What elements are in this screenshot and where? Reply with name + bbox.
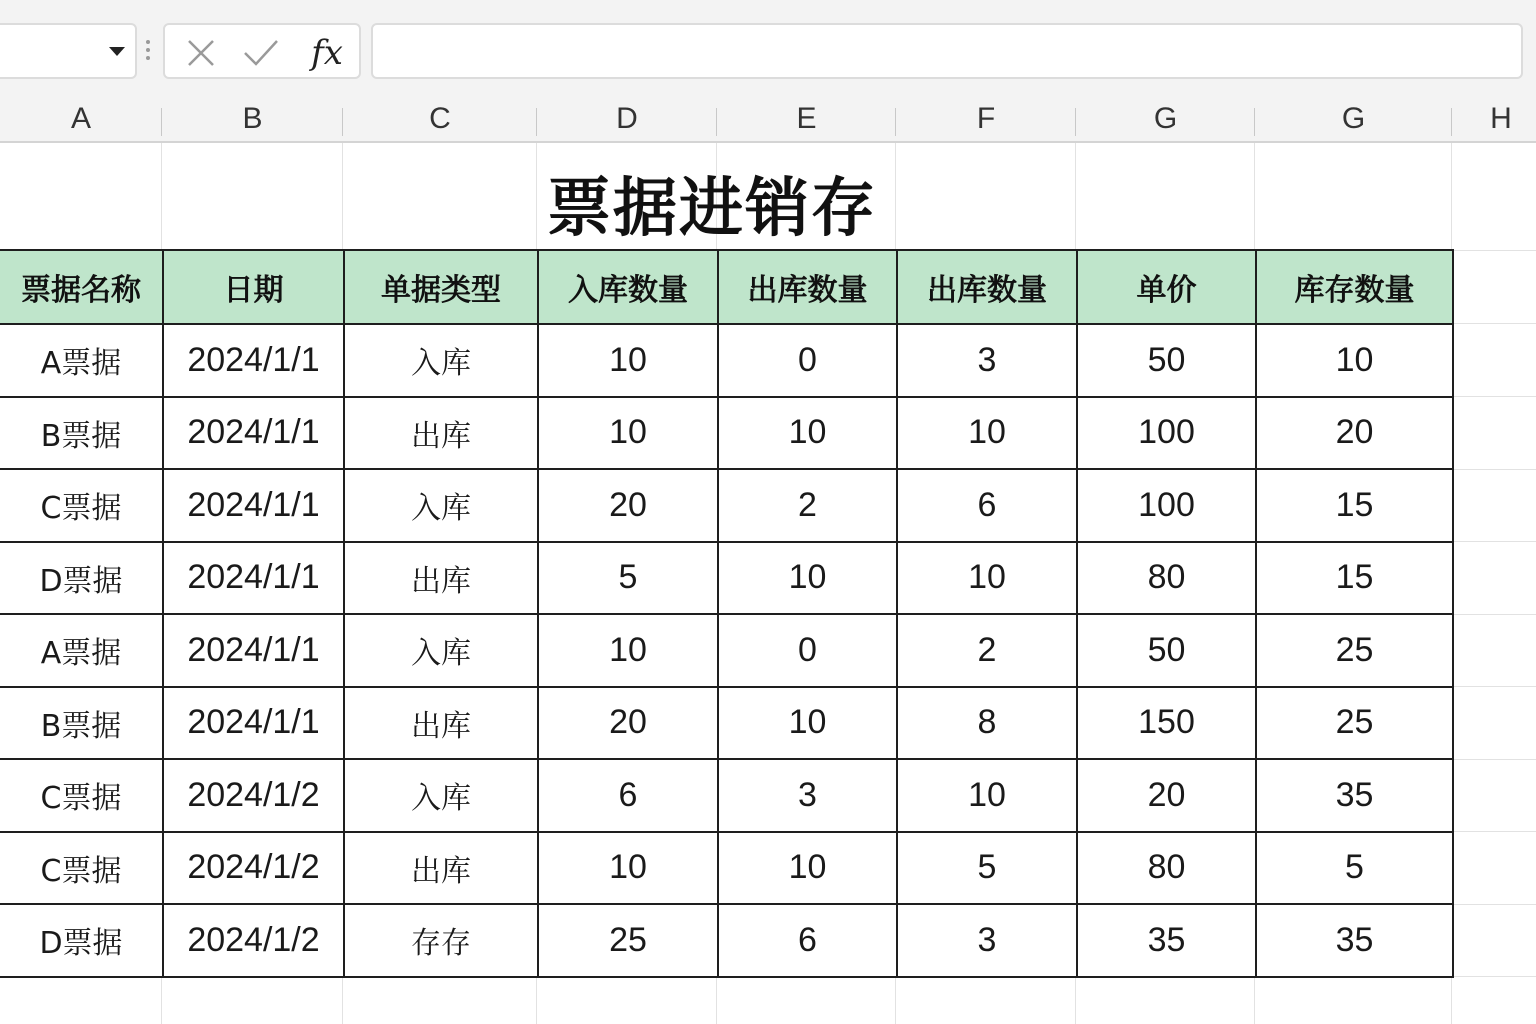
cell-date[interactable]: 2024/1/1 [163, 687, 344, 760]
cell-out-qty-2[interactable]: 6 [897, 469, 1077, 542]
cell-name[interactable]: A票据 [0, 324, 163, 397]
header-row [0, 250, 1453, 324]
cell-in-qty[interactable]: 25 [538, 904, 718, 977]
cell-price[interactable]: 20 [1077, 759, 1256, 832]
cell-type[interactable]: 入库 [344, 324, 538, 397]
column-header-c[interactable]: C [343, 96, 537, 141]
cell-type[interactable]: 出库 [344, 542, 538, 615]
cell-date[interactable]: 2024/1/1 [163, 397, 344, 470]
cell-name[interactable]: C票据 [0, 469, 163, 542]
table-body [0, 324, 1453, 977]
cell-name[interactable]: A票据 [0, 614, 163, 687]
cell-in-qty[interactable]: 10 [538, 397, 718, 470]
table-row [0, 687, 1453, 760]
column-header-f[interactable]: F [896, 96, 1076, 141]
cell-in-qty[interactable]: 10 [538, 324, 718, 397]
cell-out-qty[interactable]: 0 [718, 324, 897, 397]
cell-stock[interactable]: 35 [1256, 759, 1453, 832]
formula-actions [163, 23, 361, 79]
cell-type[interactable]: 存存 [344, 904, 538, 977]
cell-out-qty-2[interactable]: 10 [897, 759, 1077, 832]
cell-out-qty-2[interactable]: 5 [897, 832, 1077, 905]
header-cell-out-qty[interactable]: 出库数量 [718, 250, 897, 324]
column-header-e[interactable]: E [717, 96, 896, 141]
cell-out-qty-2[interactable]: 10 [897, 542, 1077, 615]
column-header-a[interactable]: A [0, 96, 162, 141]
check-icon[interactable] [241, 33, 281, 73]
column-header-bar [0, 96, 1536, 143]
cell-out-qty-2[interactable]: 3 [897, 904, 1077, 977]
cell-price[interactable]: 50 [1077, 614, 1256, 687]
cell-type[interactable]: 入库 [344, 469, 538, 542]
cell-type[interactable]: 出库 [344, 687, 538, 760]
table-row [0, 542, 1453, 615]
cell-price[interactable]: 100 [1077, 469, 1256, 542]
cell-price[interactable]: 35 [1077, 904, 1256, 977]
header-cell-date[interactable]: 日期 [163, 250, 344, 324]
chevron-down-icon[interactable] [109, 47, 125, 56]
cell-date[interactable]: 2024/1/2 [163, 832, 344, 905]
cell-in-qty[interactable]: 5 [538, 542, 718, 615]
cell-out-qty[interactable]: 6 [718, 904, 897, 977]
cell-out-qty[interactable]: 10 [718, 832, 897, 905]
header-cell-type[interactable]: 单据类型 [344, 250, 538, 324]
cell-name[interactable]: D票据 [0, 542, 163, 615]
cell-price[interactable]: 80 [1077, 832, 1256, 905]
cell-type[interactable]: 出库 [344, 397, 538, 470]
cell-out-qty-2[interactable]: 3 [897, 324, 1077, 397]
header-cell-out-qty-2[interactable]: 出库数量 [897, 250, 1077, 324]
cell-stock[interactable]: 20 [1256, 397, 1453, 470]
cell-in-qty[interactable]: 20 [538, 687, 718, 760]
cell-date[interactable]: 2024/1/2 [163, 759, 344, 832]
cell-in-qty[interactable]: 10 [538, 614, 718, 687]
cell-name[interactable]: C票据 [0, 832, 163, 905]
header-cell-price[interactable]: 单价 [1077, 250, 1256, 324]
cell-price[interactable]: 150 [1077, 687, 1256, 760]
cell-out-qty-2[interactable]: 8 [897, 687, 1077, 760]
cell-price[interactable]: 100 [1077, 397, 1256, 470]
cell-stock[interactable]: 5 [1256, 832, 1453, 905]
cell-out-qty[interactable]: 10 [718, 397, 897, 470]
table-row [0, 324, 1453, 397]
cell-date[interactable]: 2024/1/1 [163, 542, 344, 615]
cell-date[interactable]: 2024/1/1 [163, 469, 344, 542]
table-row [0, 832, 1453, 905]
column-header-b[interactable]: B [162, 96, 343, 141]
close-icon[interactable] [181, 33, 221, 73]
column-header-d[interactable]: D [537, 96, 717, 141]
cell-stock[interactable]: 25 [1256, 614, 1453, 687]
cell-price[interactable]: 50 [1077, 324, 1256, 397]
cell-out-qty[interactable]: 0 [718, 614, 897, 687]
cell-name[interactable]: C票据 [0, 759, 163, 832]
cell-stock[interactable]: 35 [1256, 904, 1453, 977]
column-header-g[interactable]: G [1076, 96, 1255, 141]
cell-in-qty[interactable]: 20 [538, 469, 718, 542]
formula-bar [0, 0, 1536, 96]
cell-out-qty-2[interactable]: 2 [897, 614, 1077, 687]
cell-name[interactable]: D票据 [0, 904, 163, 977]
cell-type[interactable]: 出库 [344, 832, 538, 905]
cell-out-qty[interactable]: 10 [718, 687, 897, 760]
cell-out-qty[interactable]: 2 [718, 469, 897, 542]
cell-date[interactable]: 2024/1/1 [163, 614, 344, 687]
cell-date[interactable]: 2024/1/2 [163, 904, 344, 977]
cell-out-qty[interactable]: 3 [718, 759, 897, 832]
cell-stock[interactable]: 10 [1256, 324, 1453, 397]
cell-name[interactable]: B票据 [0, 397, 163, 470]
cell-price[interactable]: 80 [1077, 542, 1256, 615]
header-cell-stock[interactable]: 库存数量 [1256, 250, 1453, 324]
cell-out-qty[interactable]: 10 [718, 542, 897, 615]
inventory-table [0, 249, 1454, 978]
cell-out-qty-2[interactable]: 10 [897, 397, 1077, 470]
cell-in-qty[interactable]: 6 [538, 759, 718, 832]
table-row [0, 397, 1453, 470]
insert-function-button[interactable] [307, 33, 347, 73]
table-row [0, 614, 1453, 687]
cell-stock[interactable]: 25 [1256, 687, 1453, 760]
header-cell-name[interactable]: 票据名称 [0, 250, 163, 324]
table-row [0, 904, 1453, 977]
sheet-title[interactable]: 票据进销存 [547, 172, 877, 246]
cell-stock[interactable]: 15 [1256, 542, 1453, 615]
column-header-g2[interactable]: G [1255, 96, 1452, 141]
column-header-h[interactable]: H [1490, 101, 1512, 135]
formula-input[interactable] [371, 23, 1523, 79]
header-cell-in-qty[interactable]: 入库数量 [538, 250, 718, 324]
table-row [0, 759, 1453, 832]
cell-name[interactable]: B票据 [0, 687, 163, 760]
sheet-grid[interactable] [0, 143, 1536, 1024]
cell-in-qty[interactable]: 10 [538, 832, 718, 905]
table-row [0, 469, 1453, 542]
cell-stock[interactable]: 15 [1256, 469, 1453, 542]
name-box[interactable] [0, 23, 137, 79]
cell-date[interactable]: 2024/1/1 [163, 324, 344, 397]
cell-type[interactable]: 入库 [344, 759, 538, 832]
drag-handle-icon[interactable] [146, 40, 152, 64]
fx-icon: fx [311, 33, 343, 73]
cell-type[interactable]: 入库 [344, 614, 538, 687]
